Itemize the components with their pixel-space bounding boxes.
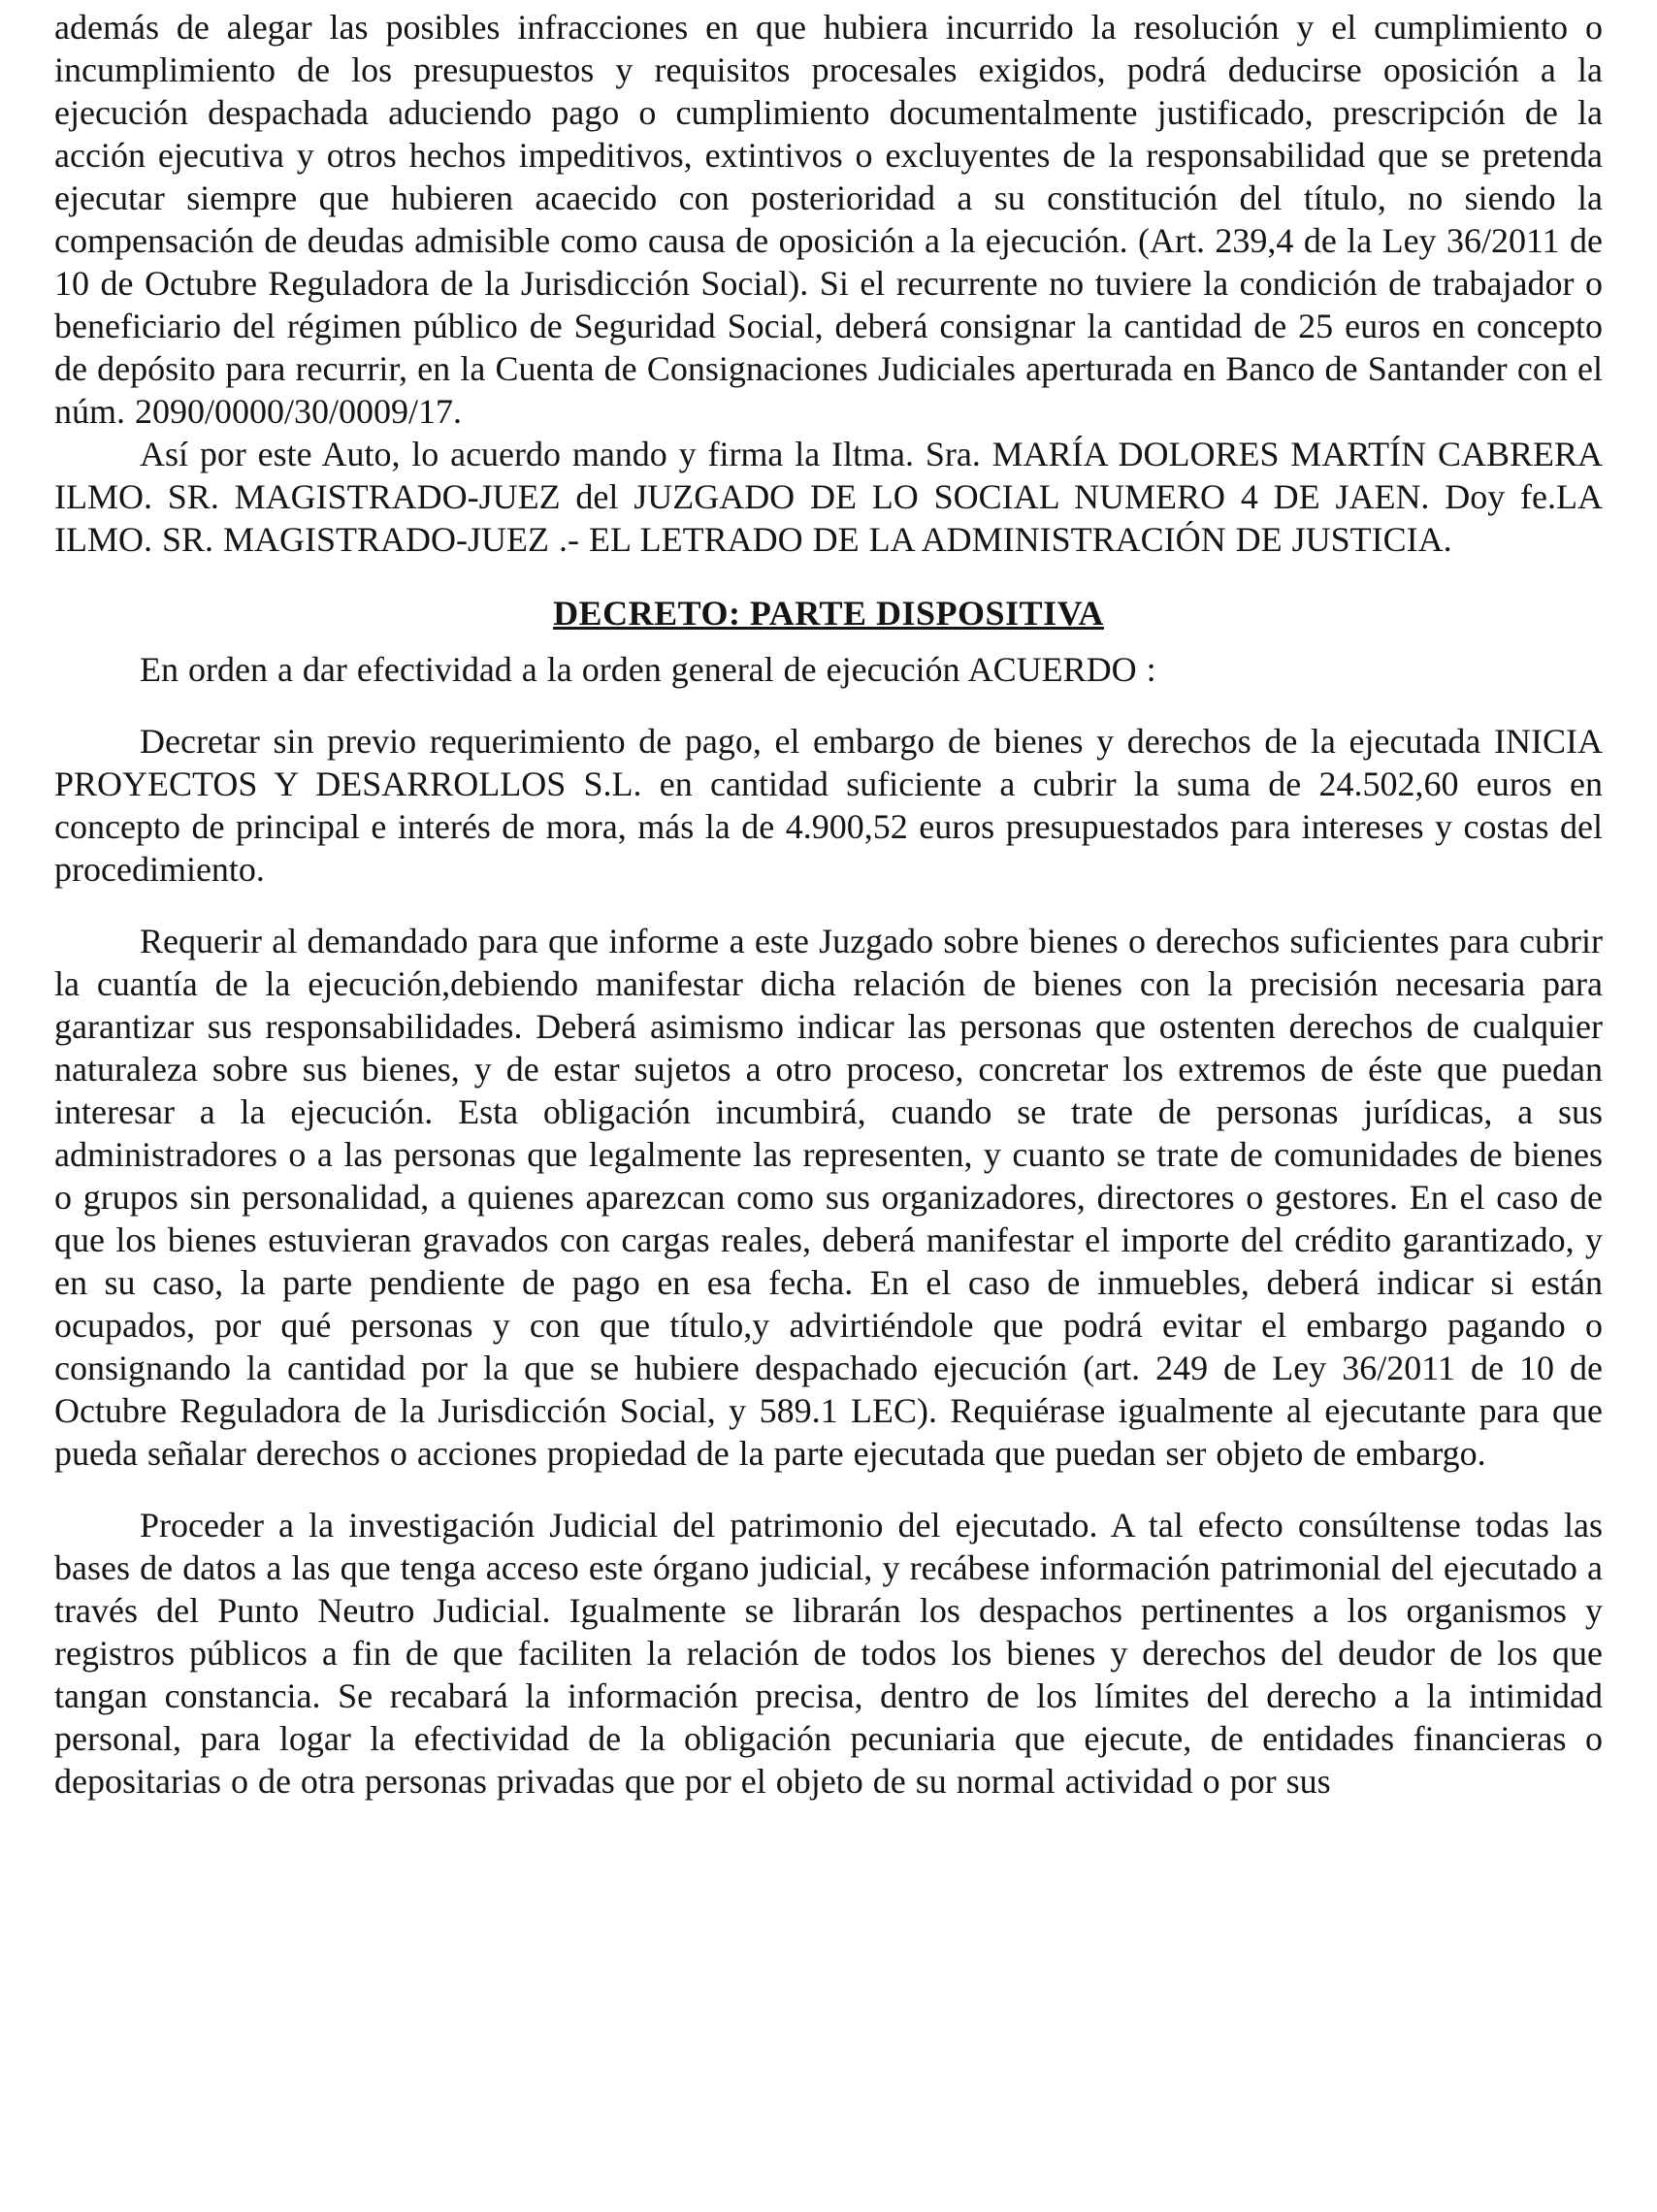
- section-heading-decreto: [54, 592, 1603, 634]
- paragraph-proceder-investigacion: Proceder a la investigación Judicial del patrimonio del ejecutado. A tal efecto consúltense todas las bases de datos a las que tenga acceso este órgano judicial, y recábese información patrimonial del ejecutado a través del Punto Neutro Judicial. Igualmente se librarán los despachos pertinentes a los organismos y registros públicos a fin de que faciliten la relación de todos los bienes y derechos del deudor de los que tangan constancia. Se recabará la información precisa, dentro de los límites del derecho a la intimidad personal, para logar la efectividad de la obligación pecuniaria que ejecute, de entidades financieras o depositarias o de otra personas privadas que por el objeto de su normal actividad o por sus: [54, 1506, 1603, 1801]
- paragraph-acuerdo: En orden a dar efectividad a la orden general de ejecución ACUERDO :: [140, 650, 1156, 689]
- paragraph-decretar-embargo: Decretar sin previo requerimiento de pago, el embargo de bienes y derechos de la ejecutada INICIA PROYECTOS Y DESARROLLOS S.L. en cantidad suficiente a cubrir la suma de 24.502,60 euros en concepto de principal e interés de mora, más la de 4.900,52 euros presupuestados para intereses y costas del procedimiento.: [54, 722, 1603, 889]
- paragraph-oposicion-ejecucion: además de alegar las posibles infracciones en que hubiera incurrido la resolución y el cumplimiento o incumplimiento de los presupuestos y requisitos procesales exigidos, podrá deducirse oposición a la ejecución despachada aduciendo pago o cumplimiento documentalmente justificado, prescripción de la acción ejecutiva y otros hechos impeditivos, extintivos o excluyentes de la responsabilidad que se pretenda ejecutar siempre que hubieren acaecido con posterioridad a su constitución del título, no siendo la compensación de deudas admisible como causa de oposición a la ejecución. (Art. 239,4 de la Ley 36/2011 de 10 de Octubre Reguladora de la Jurisdicción Social). Si el recurrente no tuviere la condición de trabajador o beneficiario del régimen público de Seguridad Social, deberá consignar la cantidad de 25 euros en concepto de depósito para recurrir, en la Cuenta de Consignaciones Judiciales aperturada en Banco de Santander con el núm. 2090/0000/30/0009/17.: [54, 8, 1603, 431]
- paragraph-requerir-demandado: Requerir al demandado para que informe a este Juzgado sobre bienes o derechos suficientes para cubrir la cuantía de la ejecución,debiendo manifestar dicha relación de bienes con la precisión necesaria para garantizar sus responsabilidades. Deberá asimismo indicar las personas que ostenten derechos de cualquier naturaleza sobre sus bienes, y de estar sujetos a otro proceso, concretar los extremos de éste que puedan interesar a la ejecución. Esta obligación incumbirá, cuando se trate de personas jurídicas, a sus administradores o a las personas que legalmente las representen, y cuanto se trate de comunidades de bienes o grupos sin personalidad, a quienes aparezcan como sus organizadores, directores o gestores. En el caso de que los bienes estuvieran gravados con cargas reales, deberá manifestar el importe del crédito garantizado, y en su caso, la parte pendiente de pago en esa fecha. En el caso de inmuebles, deberá indicar si están ocupados, por qué personas y con que título,y advirtiéndole que podrá evitar el embargo pagando o consignando la cantidad por la que se hubiere despachado ejecución (art. 249 de Ley 36/2011 de 10 de Octubre Reguladora de la Jurisdicción Social, y 589.1 LEC). Requiérase igualmente al ejecutante para que pueda señalar derechos o acciones propiedad de la parte ejecutada que puedan ser objeto de embargo.: [54, 922, 1603, 1473]
- section-heading-text: DECRETO: PARTE DISPOSITIVA: [553, 594, 1104, 633]
- paragraph-auto-firma: Así por este Auto, lo acuerdo mando y firma la Iltma. Sra. MARÍA DOLORES MARTÍN CABRERA ILMO. SR. MAGISTRADO-JUEZ del JUZGADO DE LO SOCIAL NUMERO 4 DE JAEN. Doy fe.LA ILMO. SR. MAGISTRADO-JUEZ .- EL LETRADO DE LA ADMINISTRACIÓN DE JUSTICIA.: [54, 435, 1603, 559]
